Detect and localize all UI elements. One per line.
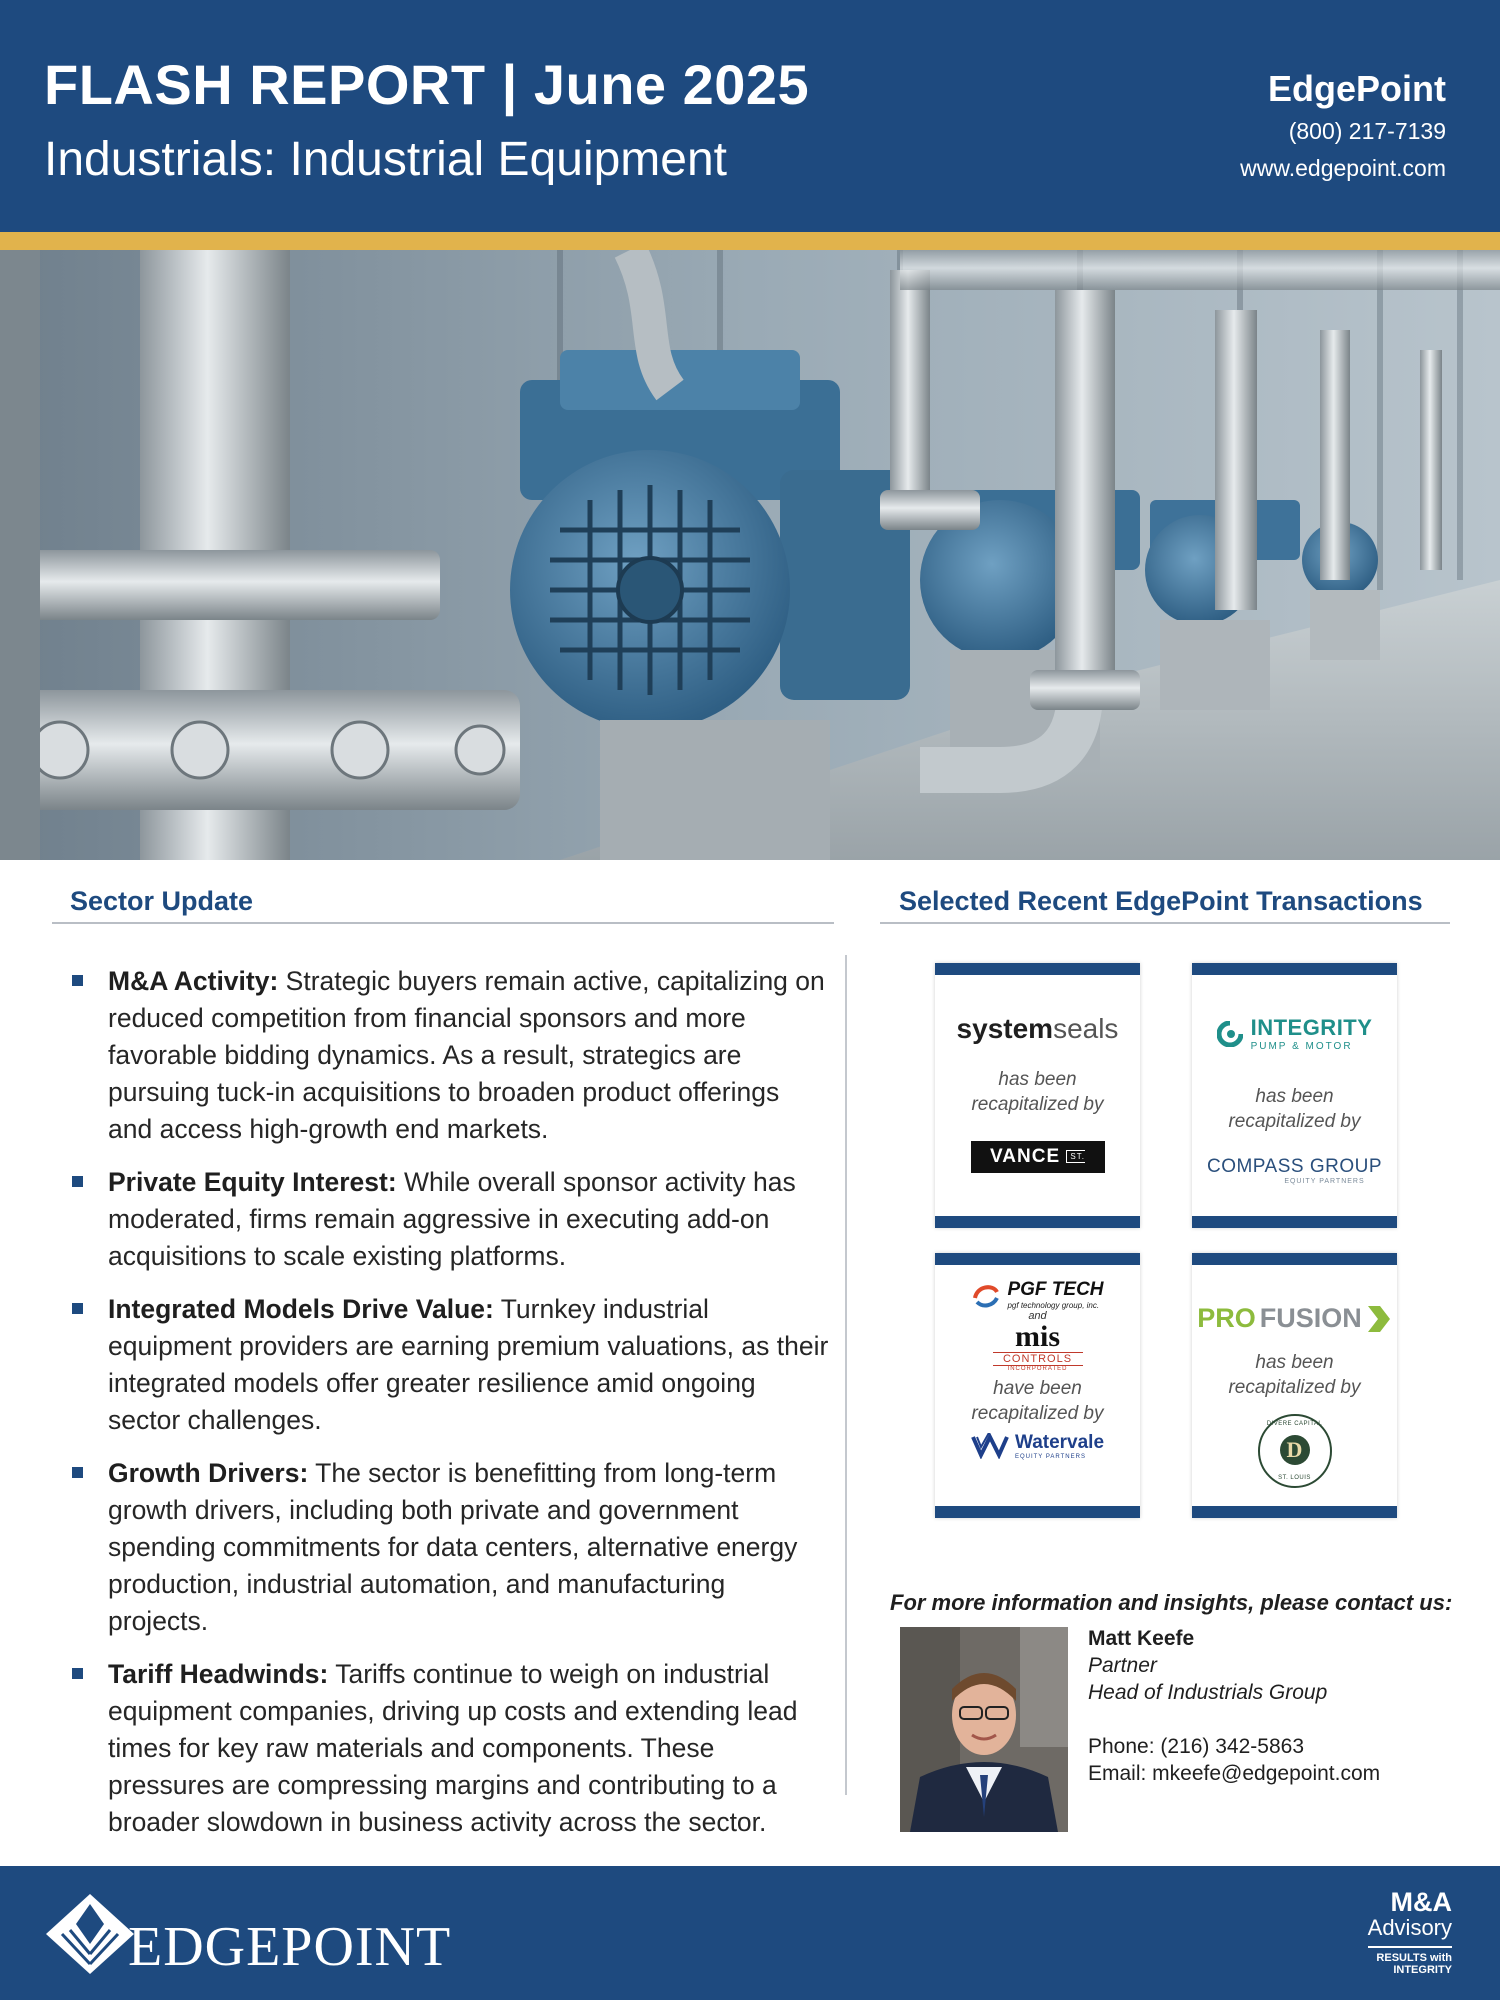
profusion-logo: PRO FUSION [1192,1303,1397,1334]
report-subtitle: Industrials: Industrial Equipment [44,133,728,186]
sector-update-heading: Sector Update [70,886,254,916]
bullet-marker [72,975,83,986]
transaction-card-profusion[interactable] [1192,1253,1397,1518]
transaction-card-integrity[interactable]: INTEGRITY PUMP & MOTOR has been recapitalized by COMPASS GROUP EQUITY PARTNERS [1192,963,1397,1228]
card-status-line1: has been [998,1069,1077,1090]
bullet-text: The sector is benefitting from long-term growth drivers, including both private and government spending commitments for data centers, alternative energy production, industrial automation, and manufacturing projects. [108,1458,798,1636]
sector-update-rule [52,922,834,924]
mis-logo: mis [1015,1320,1060,1353]
watervale-logo: Watervale EQUITY PARTNERS [935,1432,1140,1460]
brand-phone: (800) 217-7139 [1288,118,1446,144]
pgf-tech-logo: PGF TECH pgf technology group, inc. [935,1279,1140,1310]
list-item [70,1455,830,1640]
contact-photo [900,1627,1068,1832]
edgepoint-logo-icon [42,1890,138,1978]
integrity-swirl-icon [1217,1021,1243,1047]
bullet-text: While overall sponsor activity has moderated, firms remain aggressive in executing add-on acquisitions to scale existing platforms. [108,1167,796,1271]
header-accent-bar [0,232,1500,250]
vance-logo: VANCE ST. CAPITAL [971,1141,1105,1173]
integrity-logo: INTEGRITY PUMP & MOTOR [1192,1015,1397,1052]
bullet-text: Tariffs continue to weigh on industrial equipment companies, driving up costs and extending lead times for key raw materials and components. These pressures are compressing margins and contributing to a broader slowdown in business activity across the sector. [108,1659,798,1837]
contact-phone[interactable]: Phone: (216) 342-5863 [1088,1735,1304,1758]
bullet-text: Strategic buyers remain active, capitalizing on reduced competition from financial sponsors and more favorable bidding dynamics. As a result, strategics are pursuing tuck-in acquisitions to broaden product offerings and access high-growth end markets. [108,966,825,1144]
pgf-swoosh-icon [971,1280,1001,1310]
bullet-text: Turnkey industrial equipment providers are earning premium valuations, as their integrated models offer greater resilience amid ongoing sector challenges. [108,1294,829,1435]
bullet-lead: Growth Drivers: [108,1458,309,1488]
list-item [70,963,830,1148]
contact-title: Partner [1088,1654,1157,1677]
transaction-card-systemseals[interactable] [935,963,1140,1228]
profusion-arrow-icon [1366,1304,1392,1334]
contact-name: Matt Keefe [1088,1627,1195,1650]
bullet-lead: M&A Activity: [108,966,279,996]
card-status-line2: recapitalized by [1228,1111,1361,1132]
brand-website[interactable]: www.edgepoint.com [1240,155,1446,181]
footer-wordmark: EDGEPOINT [128,1916,452,1978]
card-status-line2: recapitalized by [971,1403,1104,1424]
contact-email[interactable]: Email: mkeefe@edgepoint.com [1088,1762,1381,1785]
bullet-marker [72,1668,83,1679]
divere-capital-seal: DIVERE CAPITAL D ST. LOUIS [1258,1414,1332,1488]
systemseals-logo: systemseals [956,1013,1119,1044]
card-status-line2: recapitalized by [1228,1377,1361,1398]
compass-group-logo: COMPASS GROUP [1206,1156,1383,1177]
card-status-line2: recapitalized by [971,1094,1104,1115]
bullet-marker [72,1176,83,1187]
watervale-wave-icon [971,1433,1009,1459]
bullet-marker [72,1467,83,1478]
card-status-line1: has been [1255,1086,1334,1107]
bullet-marker [72,1303,83,1314]
transactions-rule [880,922,1450,924]
hero-pump-image [0,250,1500,860]
sector-update-list [70,963,830,1857]
column-divider [845,955,847,1795]
list-item [70,1164,830,1275]
list-item [70,1291,830,1439]
ma-advisory-badge: M&A Advisory RESULTS with INTEGRITY [1367,1887,1452,1976]
brand-name: EdgePoint [1268,68,1446,109]
bullet-lead: Private Equity Interest: [108,1167,397,1197]
report-title: FLASH REPORT | June 2025 [44,53,810,116]
bullet-lead: Integrated Models Drive Value: [108,1294,494,1324]
transaction-card-pgf-mis[interactable]: PGF TECH pgf technology group, inc. and mis CONTROLS INCORPORATED have been recapitalized by Watervale EQUITY PARTNERS [935,1253,1140,1518]
contact-prompt: For more information and insights, please contact us: [890,1590,1453,1615]
card-status-line1: has been [1255,1352,1334,1373]
list-item [70,1656,830,1841]
transactions-heading: Selected Recent EdgePoint Transactions [899,886,1423,916]
contact-role: Head of Industrials Group [1088,1681,1328,1704]
bullet-lead: Tariff Headwinds: [108,1659,329,1689]
card-status-line1: have been [993,1378,1082,1399]
